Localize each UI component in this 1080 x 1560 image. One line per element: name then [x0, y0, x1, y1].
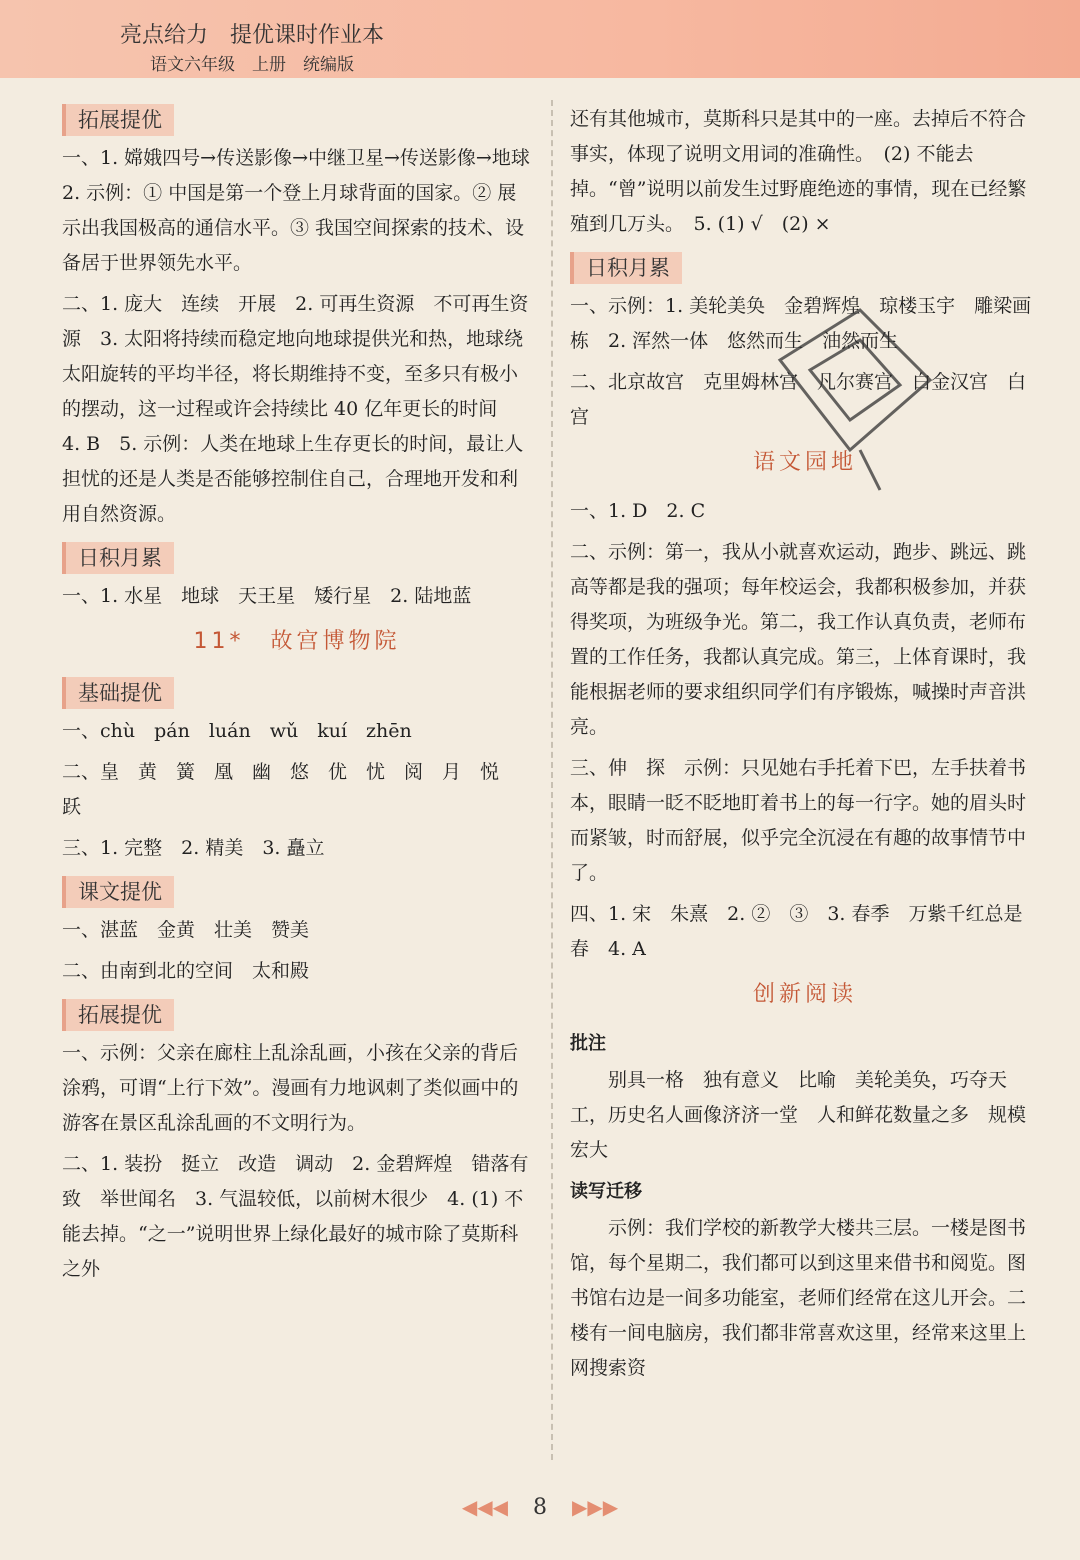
answer-paragraph: 二、1. 庞大 连续 开展 2. 可再生资源 不可再生资源 3. 太阳将持续而稳定地向地球提供光和热，地球绕太阳旋转的平均半径，将长期维持不变，至多只有极小的摆动，这一过程或许会持续比 40 亿年更长的时间 4. B 5. 示例：人类在地球上生存更长的时间，最让人担忧的还是人类是否能够控制住自己，合理地开发和利用自然资源。: [62, 293, 529, 525]
answer-paragraph: 二、皇 黄 簧 凰 幽 悠 优 忧 阅 月 悦 跃: [62, 761, 519, 818]
answer-paragraph: 一、1. 水星 地球 天王星 矮行星 2. 陆地蓝: [62, 585, 472, 607]
book-title: 亮点给力 提优课时作业本: [120, 23, 385, 48]
subsection-title: 读写迁移: [570, 1181, 642, 1202]
answer-paragraph: 一、1. D 2. C: [570, 500, 706, 522]
page-header: [0, 0, 1080, 78]
prev-arrows-icon: ◀◀◀: [461, 1495, 508, 1519]
answer-paragraph: 二、由南到北的空间 太和殿: [62, 960, 310, 982]
section-title: 基础提优: [62, 677, 174, 709]
chapter-title: 语文园地: [752, 450, 857, 475]
answer-paragraph: 一、湛蓝 金黄 壮美 赞美: [62, 919, 310, 941]
answer-paragraph: 三、伸 探 示例：只见她右手托着下巴，左手扶着书本，眼睛一眨不眨地盯着书上的每一行字。她的眉头时而紧皱，时而舒展，似乎完全沉浸在有趣的故事情节中了。: [570, 757, 1027, 884]
answer-paragraph: 还有其他城市，莫斯科只是其中的一座。去掉后不符合事实，体现了说明文用词的准确性。 (2) 不能去掉。“曾”说明以前发生过野鹿绝迹的事情，现在已经繁殖到几万头。 5. (1) √ (2) ×: [570, 108, 1027, 235]
answer-paragraph: 三、1. 完整 2. 精美 3. 矗立: [62, 837, 325, 859]
section-title: 日积月累: [570, 252, 682, 284]
answer-paragraph: 二、示例：第一，我从小就喜欢运动，跑步、跳远、跳高等都是我的强项；每年校运会，我都积极参加，并获得奖项，为班级争光。第二，我工作认真负责，老师布置的工作任务，我都认真完成。第三，上体育课时，我能根据老师的要求组织同学们有序锻炼，喊操时声音洪亮。: [570, 541, 1027, 738]
answer-paragraph: 一、chù pán luán wǔ kuí zhēn: [62, 720, 412, 742]
answer-paragraph: 别具一格 独有意义 比喻 美轮美奂，巧夺天工，历史名人画像济济一堂 人和鲜花数量之多 规模宏大: [570, 1069, 1027, 1161]
answer-paragraph: 二、1. 装扮 挺立 改造 调动 2. 金碧辉煌 错落有致 举世闻名 3. 气温较低，以前树木很少 4. (1) 不能去掉。“之一”说明世界上绿化最好的城市除了莫斯科之外: [62, 1153, 529, 1280]
section-title: 日积月累: [62, 542, 174, 574]
left-column: [62, 100, 549, 1293]
chapter-title: 11* 故宫博物院: [193, 629, 401, 654]
section-title: 课文提优: [62, 876, 174, 908]
section-title: 拓展提优: [62, 104, 174, 136]
section-title: 拓展提优: [62, 999, 174, 1031]
column-divider: [551, 100, 553, 1460]
answer-paragraph: 四、1. 宋 朱熹 2. ② ③ 3. 春季 万紫千红总是春 4. A: [570, 903, 1023, 960]
page-navigator: [410, 1495, 670, 1520]
answer-paragraph: 一、1. 嫦娥四号→传送影像→中继卫星→传送影像→地球 2. 示例：① 中国是第一个登上月球背面的国家。② 展示出我国极高的通信水平。③ 我国空间探索的技术、设备居于世界领先水平。: [62, 147, 549, 274]
page-number: 8: [533, 1495, 547, 1520]
answer-paragraph: 一、示例：1. 美轮美奂 金碧辉煌 琼楼玉宇 雕梁画栋 2. 浑然一体 悠然而生 油然而生: [570, 295, 1032, 352]
right-column: [570, 100, 1040, 1392]
answer-paragraph: 二、北京故宫 克里姆林宫 凡尔赛宫 白金汉宫 白宫: [570, 371, 1027, 428]
subsection-title: 批注: [570, 1033, 606, 1054]
chapter-title: 创新阅读: [752, 982, 857, 1007]
next-arrows-icon: ▶▶▶: [572, 1495, 619, 1519]
answer-paragraph: 示例：我们学校的新教学大楼共三层。一楼是图书馆，每个星期二，我们都可以到这里来借书和阅览。图书馆右边是一间多功能室，老师们经常在这儿开会。二楼有一间电脑房，我们都非常喜欢这里，经常来这里上网搜索资: [570, 1217, 1027, 1379]
answer-paragraph: 一、示例：父亲在廊柱上乱涂乱画，小孩在父亲的背后涂鸦，可谓“上行下效”。漫画有力地讽刺了类似画中的游客在景区乱涂乱画的不文明行为。: [62, 1042, 519, 1134]
book-subtitle: 语文六年级 上册 统编版: [150, 55, 354, 75]
